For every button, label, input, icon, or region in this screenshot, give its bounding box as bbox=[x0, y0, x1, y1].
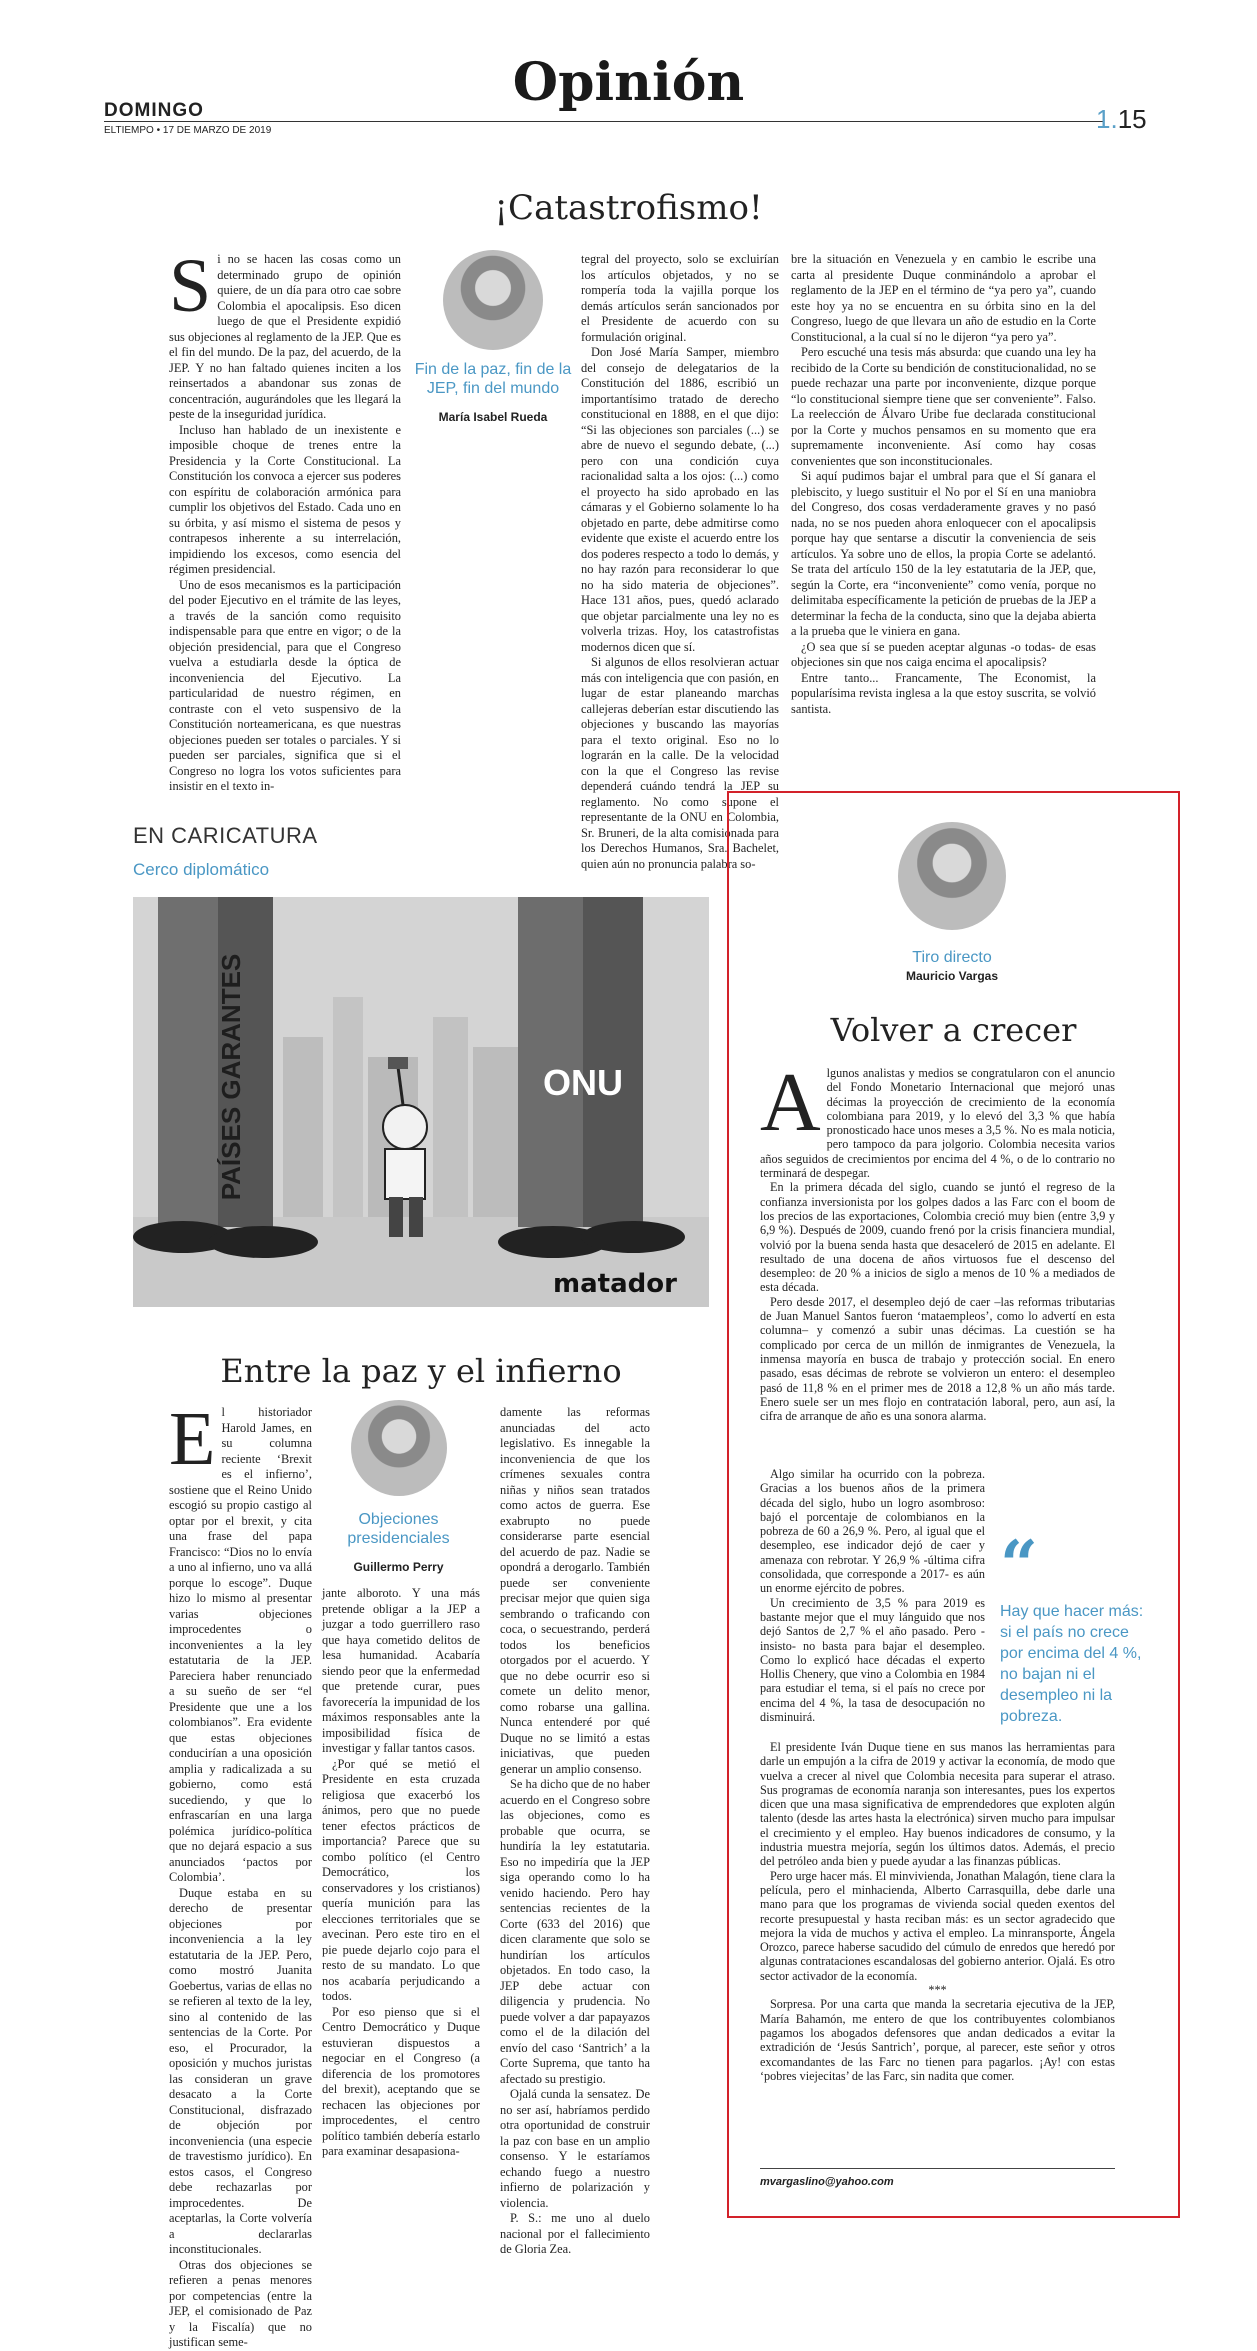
article2-title: Entre la paz y el infierno bbox=[220, 1352, 622, 1390]
article1-col2-p1: Don José María Samper, miembro del consejo de delegatarios de la Constitución del 1886, escribió un importantísimo tratado de derecho constitucional en 1888, en el que dijo: “Si las objeciones son parciales (...) se abre de nuevo el segundo debate, (...) pero con una condición cuya racionalidad salta a los ojos: (...) como el proyecto ha sido aprobado en las cámaras y el Gobierno solamente lo ha objetado en parte, debe admitirse como evidente que existe el acuerdo entre los dos poderes respecto a todo lo demás, y no hay razón para reconsiderar lo que no ha sido materia de objeciones”. Hace 131 años, pues, quedó aclarado que objetar parcialmente una ley no es volverla trizas. Hoy, los catastrofistas modernos dicen que sí. bbox=[581, 345, 779, 654]
article1-col3-p3: ¿O sea que sí se pueden aceptar algunas -o todas- de esas objeciones sin que nos caiga encima el apocalipsis? bbox=[791, 639, 1096, 669]
article1-kicker: Fin de la paz, fin de la JEP, fin del mundo bbox=[414, 361, 572, 397]
author-email: mvargaslino@yahoo.com bbox=[760, 2176, 894, 2188]
author-photo bbox=[898, 822, 1006, 930]
article3-p4: Un crecimiento de 3,5 % para 2019 es bastante mejor que el muy lánguido que nos dejó Santos de 2,7 % el año pasado. Pero -insisto- no basta para bajar el desempleo. Como lo explicó hace décadas el experto Hollis Chenery, que vino a Colombia en 1984 para estudiar el tema, si el país no crece por encima del 4 %, la tasa de desocupación no disminuirá. bbox=[760, 1595, 985, 1725]
section-title: Opinión bbox=[512, 52, 745, 113]
author-photo bbox=[443, 250, 543, 350]
article3-p3: Algo similar ha ocurrido con la pobreza. Gracias a los buenos años de la primera década del siglo, hubo un logro asombroso: bajó el porcentaje de colombianos en la pobreza de 60 a 26,9 %. Pero, al igual que el desempleo, ese indicador dejó de caer y amenaza con rebrotar. Y 26,9 % -última cifra consolidada, que corresponde a 2017- es aún un enorme ejército de pobres. bbox=[760, 1467, 985, 1596]
article3-title: Volver a crecer bbox=[830, 1011, 1077, 1049]
header-date: ELTIEMPO • 17 DE MARZO DE 2019 bbox=[104, 125, 272, 136]
header-rule bbox=[104, 121, 1104, 122]
article1-title: ¡Catastrofismo! bbox=[494, 188, 763, 228]
article2-dropcap: E bbox=[169, 1397, 216, 1481]
caricature-leg-right-label: ONU bbox=[543, 1062, 623, 1103]
article2-kicker: Objeciones presidenciales bbox=[347, 1511, 450, 1547]
article3-separator: *** bbox=[928, 1983, 947, 1998]
article1-col1-p0-text: i no se hacen las cosas como un determinado grupo de opinión quiere, de un día para otro cae sobre Colombia el apocalipsis. Eso dicen luego de que el Presidente expidió sus objeciones al reglamento de la JEP. Que es el fin del mundo. De la paz, del acuerdo, de la JEP. Y no han faltado quienes inciten a los reinsertados a abandonar sus zonas de concentración, augurándoles que les llegará la peste de la inseguridad jurídica. bbox=[169, 252, 401, 421]
article2-col1-p0-text: l historiador Harold James, en su columna reciente ‘Brexit es el infierno’, sostiene que el Reino Unido escogió su propio castigo al optar por el brexit, y cita una frase del papa Francisco: “Dios no lo envía a uno al infierno, uno va allá porque lo escoge”. Duque hizo lo mismo al presentar varias objeciones improcedentes o inconvenientes a la ley estatutaria de la JEP. Pareciera haber renunciado a su sueño de ser “el Presidente que une a los colombianos”. Era evidente que estas objeciones conducirían a una oposición amplia y radicalizada a su gobierno, como está sucediendo, y que lo enfrascarían en una larga polémica jurídico-política que no dejará espacio a sus anunciados ‘pactos por Colombia’. bbox=[169, 1405, 312, 1884]
article2-col3-p3: P. S.: me uno al duelo nacional por el fallecimiento de Gloria Zea. bbox=[500, 2211, 650, 2256]
page-prefix: 1. bbox=[1096, 104, 1118, 134]
article3-author: Mauricio Vargas bbox=[905, 969, 999, 983]
article2-col1-p0 bbox=[169, 1397, 312, 1886]
quote-mark: “ bbox=[1000, 1526, 1038, 1604]
article3-pull-quote bbox=[1000, 1526, 1150, 1727]
article1-col3-p1: Pero escuché una tesis más absurda: que cuando una ley ha recibido de la Corte su bendición de constitucionalidad, no se puede rechazar una parte por inconveniente, dizque porque “lo constitucional siempre tiene que ser conveniente”. Falso. La reelección de Álvaro Uribe fue declarada constitucional por la Corte y muchos pensamos en su momento que era supremamente inconveniente. Así como hay cosas convenientes que son inconstitucionales. bbox=[791, 345, 1096, 468]
caricature-leg-left-label: PAÍSES GARANTES bbox=[215, 953, 246, 1201]
article1-col3-p2: Si aquí pudimos bajar el umbral para que el Sí ganara el plebiscito, y luego sustituir el No por el Sí en una maniobra del Congreso, dos cosas verdaderamente graves y no pasó nada, no se nos pueden ahora enloquecer con el apocalipsis porque hay que sentarse a discutir la conveniencia de seis artículos. Ya sobre uno de ellos, la propia Corte se adelantó. Se trata del artículo 150 de la ley estatutaria de la JEP, que, según la Corte, era “inconveniente” como venía, porque no delimitaba específicamente la petición de pruebas de la JEP a determinar la fecha de la conducta, sino que la dejaba abierta a la prueba que le viniera en gana. bbox=[791, 469, 1096, 638]
article3-p6: Pero urge hacer más. El minvivienda, Jonathan Malagón, tiene clara la película, pero el minhacienda, Alberto Carrasquilla, debe darle una mano para que los programas de vivienda social queden exentos del recorte presupuestal y hasta reciban más: es un sector agradecido que mejora la vida de muchos y activa el empleo. La minransporte, Ángela Orozco, parece haberse sacudido del cúmulo de enredos que heredó por algunas contrataciones escandalosas del gobierno anterior. Ojalá. Es otro sector activador de la economía. bbox=[760, 1868, 1115, 1983]
article1-col2-p2: Si algunos de ellos resolvieran actuar más con inteligencia que con pasión, en lugar de estar planeando marchas callejeras deberían estar discutiendo las objeciones y buscando las mayorías para el texto original. Eso no lo lograrán en la calle. De la velocidad con la que el Congreso las revise dependerá cuándo tendrá la JEP su reglamento. No como supone el representante de la ONU en Colombia, Sr. Bruneri, de la alta comisionada para los Derechos Humanos, Sra. Bachelet, quien aún no pronuncia palabra so- bbox=[581, 655, 779, 871]
article3-p2: Pero desde 2017, el desempleo dejó de caer –las reformas tributarias de Juan Manuel Santos fueron ‘mataempleos’, como lo advertí en esta columna– y comenzó a subir unas décimas. La cuestión se ha complicado por cerca de un millón de inmigrantes de Venezuela, la inmensa mayoría en busca de trabajo y protección social. En enero pasado, esas décimas de rebrote se volvieron un entero: el desempleo pasó de 11,8 % en el primer mes de 2018 a 12,8 % un año más tarde. Enero suele ser un mes flojo en contratación laboral, pero, aun así, la cifra de arranque de año es una sonora alarma. bbox=[760, 1294, 1115, 1424]
article1-col3-p0: bre la situación en Venezuela y en cambio le escribe una carta al presidente Duque conminándolo a aprobar el reglamento de la JEP en el término de “ya pero ya”, cuando este hoy ya no se encuentra en su órbita sino en la del Congreso, luego de que llevara un año de estudio en la Corte Constitucional, a la cual sí no le dijeron “ya pero ya”. bbox=[791, 252, 1096, 344]
page-num: 15 bbox=[1117, 104, 1147, 134]
article1-col2 bbox=[581, 252, 779, 872]
article3-p0 bbox=[760, 1056, 1115, 1181]
article1-col1-p2: Uno de esos mecanismos es la participación del poder Ejecutivo en el trámite de las leyes, a través de la sanción como requisito indispensable para que entre en vigor; o de la objeción presidencial, para que el Congreso vuelva a estudiarla desde la óptica de inconveniencia del Ejecutivo. La particularidad de nuestro régimen, en contraste con el veto suspensivo de la Constitución norteamericana, es que nuestras objeciones pueden ser totales o parciales. Y si pueden ser parciales, significa que si el Congreso no logra los votos suficientes para insistir en el texto in- bbox=[169, 577, 401, 793]
article2-col1 bbox=[169, 1397, 312, 2351]
article2-byline bbox=[316, 1400, 481, 1574]
article3-coda: Sorpresa. Por una carta que manda la secretaria ejecutiva de la JEP, María Bahamón, me entero de que los contribuyentes colombianos pagamos los abogados defensores que andan dedicados a evitar la extradición de ‘Jesús Santrich’, porque, al parecer, este señor y otros excomandantes de las Farc no tienen para pagarlos. ¡Ay! con estas ‘pobres viejecitas’ de las Farc, sin nadita que comer. bbox=[760, 1997, 1115, 2083]
article2-col1-p2: Otras dos objeciones se refieren a penas menores por competencias (entre la JEP, el comisionado de Paz y la Fiscalía) que no justifican seme- bbox=[169, 2257, 312, 2349]
article1-byline bbox=[411, 250, 575, 424]
article3-p0-text: lgunos analistas y medios se congratularon con el anuncio del Fondo Monetario Internacional que mejoró unas décimas la proyección de crecimiento de la economía colombiana para 2019, y lo elevó del 3,3 % que había pronosticado hace unos meses a 3,5 %. No es mala noticia, pero tampoco da para jolgorio. Colombia necesita varios años seguidos de crecimientos por encima del 4 %, o de lo contrario no terminará de despegar. bbox=[760, 1066, 1115, 1181]
article2-col3-p0: damente las reformas anunciadas del acto legislativo. Es innegable la inconveniencia de que los crímenes sexuales contra niñas y niños sean tratados como actos de guerra. Ese exabrupto no puede considerarse parte esencial del acuerdo de paz. Nadie se opondrá a derogarlo. También puede ser conveniente precisar mejor que quien siga sembrando o traficando con coca, o secuestrando, perderá todos los beneficios otorgados por el acuerdo. Y que no debe ocurrir eso si comete un delito menor, como robarse una gallina. Nunca entenderé por qué Duque no se limitó a estas iniciativas, que pueden generar un amplio consenso. bbox=[500, 1405, 650, 1776]
header-day: DOMINGO bbox=[104, 100, 204, 121]
article1-author: María Isabel Rueda bbox=[438, 410, 548, 424]
caricature-signature: matador bbox=[553, 1269, 677, 1299]
article2-col2-p2: Por eso pienso que si el Centro Democrático y Duque estuvieran dispuestos a negociar en el Congreso (a diferencia de los promotores del brexit), aceptando que se rechacen las objeciones por improcedentes, el centro político también debería estarlo para examinar desapasiona- bbox=[322, 2004, 480, 2158]
caricature-title: Cerco diplomático bbox=[133, 860, 270, 879]
article2-col2 bbox=[322, 1586, 480, 2160]
article1-dropcap: S bbox=[169, 244, 212, 328]
article1-col2-p0: tegral del proyecto, solo se excluirían los artículos objetados, y no se rompería toda la vajilla porque los demás artículos serán sancionados por el Presidente de acuerdo con su formulación original. bbox=[581, 252, 779, 344]
article2-author: Guillermo Perry bbox=[353, 1560, 444, 1574]
article1-col1-p1: Incluso han hablado de un inexistente e imposible choque de trenes entre la Presidencia y la Corte Constitucional. La Constitución los convoca a ejercer sus poderes con espíritu de colaboración armónica para cumplir los objetivos del Estado. Cada uno en su órbita, y así mismo el sistema de pesos y contrapesos inherente a su interrelación, impidiendo los excesos, como esencia del régimen presidencial. bbox=[169, 422, 401, 576]
caricature-image bbox=[133, 897, 709, 1307]
article3-kicker: Tiro directo bbox=[912, 949, 992, 966]
page-number bbox=[1096, 104, 1147, 135]
article3-byline bbox=[872, 822, 1032, 983]
email-rule bbox=[760, 2168, 1115, 2169]
article3-body-bottom bbox=[760, 1740, 1115, 2083]
article2-col3 bbox=[500, 1405, 650, 2258]
author-photo bbox=[351, 1400, 447, 1496]
article3-p5: El presidente Iván Duque tiene en sus manos las herramientas para darle un empujón a la cifra de 2019 y activar la economía, de modo que vuelva a crecer al nivel que Colombia necesita para superar el atraso. Sus programas de economía naranja son interesantes, pues los expertos dicen que una masa significativa de emprendedores que exploten algún talento (desde las artes hasta la electrónica) sirven mucho para impulsar el crecimiento y el empleo. Hay buenos indicadores de consumo, y la industria muestra mejoría, según los últimos datos. Además, el precio del petróleo anda bien y puede ayudar a las finanzas públicas. bbox=[760, 1740, 1115, 1869]
article2-col2-p0: jante alboroto. Y una más pretende obligar a la JEP a juzgar a todo guerrillero raso que haya cometido delitos de lesa humanidad. Acabaría siendo peor que la enfermedad que pretende curar, pues favorecería la impunidad de los máximos responsables ante la imposibilidad física de investigar y fallar tantos casos. bbox=[322, 1586, 480, 1755]
article3-body-top bbox=[760, 1056, 1115, 1424]
article2-col3-p2: Ojalá cunda la sensatez. De no ser así, habríamos perdido otra oportunidad de construir la paz con base en un amplio consenso. Y le estaríamos echando fuego a nuestro infierno de polarización y violencia. bbox=[500, 2087, 650, 2210]
article1-col1 bbox=[169, 244, 401, 795]
article3-dropcap: A bbox=[760, 1056, 821, 1149]
article1-col3-p4: Entre tanto... Francamente, The Economist, la popularísima revista inglesa a la que estoy suscrita, se volvió santista. bbox=[791, 670, 1096, 716]
article3-p1: En la primera década del siglo, cuando se juntó el regreso de la confianza inversionista por los golpes dados a las Farc con el boom de los precios de las exportaciones, Colombia creció muy bien (entre 3,9 y 6,9 %). Después de 2009, cuando frenó por la crisis financiera mundial, volvió por la buena senda hasta que desaceleró de 2015 en adelante. El resultado de una docena de años virtuosos fue el descenso del desempleo: de 20 % a inicios de siglo a menos de 10 % a mediados de esta década. bbox=[760, 1180, 1115, 1295]
caricature-section-label: EN CARICATURA bbox=[133, 823, 318, 848]
article2-col1-p1: Duque estaba en su derecho de presentar objeciones por inconveniencia a la ley estatutaria de la JEP. Pero, como mostró Juanita Goebertus, varias de ellas no se refieren al texto de la ley, sino al contenido de las sentencias de la Corte. Por eso, el Procurador, la oposición y muchos juristas las consideran un grave desacato a la Corte Constitucional, disfrazado de objeción por inconveniencia (una especie de travestismo jurídico). En estos casos, el Congreso debe rechazarlas por improcedentes. De aceptarlas, la Corte volvería a declararlas inconstitucionales. bbox=[169, 1885, 312, 2256]
article1-col3 bbox=[791, 252, 1096, 717]
article2-col2-p1: ¿Por qué se metió el Presidente en esta cruzada religiosa que exacerbó los ánimos, pero que no puede tener efectos prácticos de importancia? Parece que su combo político (el Centro Democrático, los conservadores y los cristianos) quería munición para las elecciones territoriales que se avecinan. Pero este tiro en el pie puede dejarlo cojo para el resto de su mandato. Lo que nos acabaría perjudicando a todos. bbox=[322, 1756, 480, 2003]
article2-col3-p1: Se ha dicho que de no haber acuerdo en el Congreso sobre las objeciones, como es probable que ocurra, se hundiría la ley estatutaria. Eso no impediría que la JEP siga operando como lo ha venido haciendo. Pero hay sentencias recientes de la Corte (633 del 2016) que dicen claramente que solo se hundirían los artículos objetados. En todo caso, la JEP debe actuar con diligencia y prudencia. No puede volver a dar papayazos como el de la dilación del envío del caso ‘Santrich’ a la Corte Suprema, que tanto ha afectado su prestigio. bbox=[500, 1777, 650, 2086]
article1-col1-p0 bbox=[169, 244, 401, 423]
article3-body-mid bbox=[760, 1467, 985, 1724]
pull-quote-text: Hay que hacer más: si el país no crece por encima del 4 %, no bajan ni el desempleo ni la pobreza. bbox=[1000, 1603, 1144, 1725]
